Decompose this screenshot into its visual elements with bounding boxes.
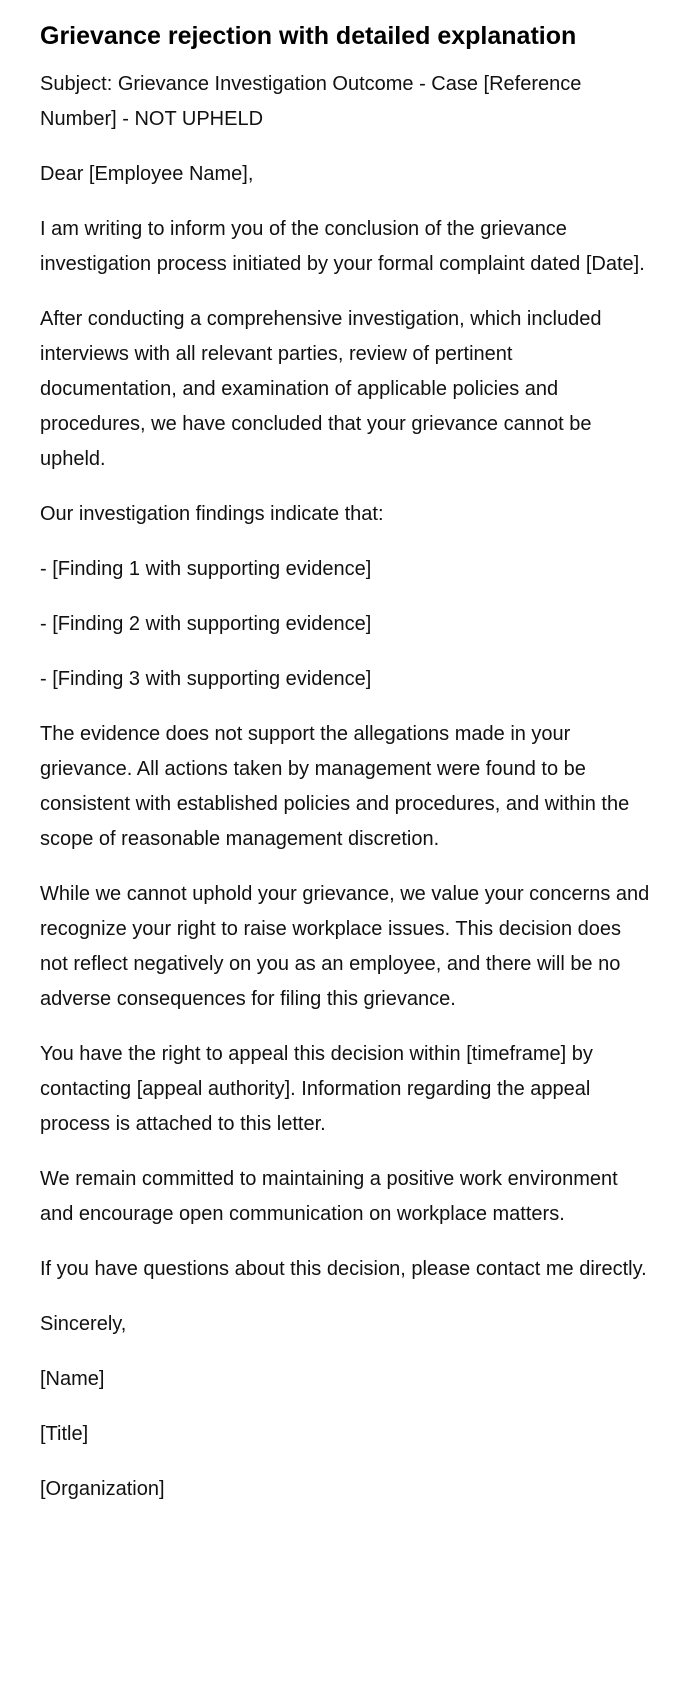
body-paragraph-contact: If you have questions about this decision, please contact me directly. (40, 1257, 647, 1280)
salutation: Dear [Employee Name], (40, 162, 254, 185)
body-paragraph-commitment: We remain committed to maintaining a positive work environment and encourage open communication on workplace matters. (40, 1167, 618, 1225)
body-paragraph-reassurance: While we cannot uphold your grievance, we value your concerns and recognize your right to raise workplace issues. This decision does not reflect negatively on you as an employee, and there will be no adverse consequences for filing this grievance. (40, 882, 650, 1010)
body-paragraph-appeal: You have the right to appeal this decision within [timeframe] by contacting [appeal authority]. Information regarding the appeal process is attached to this letter. (40, 1042, 593, 1135)
findings-intro: Our investigation findings indicate that: (40, 502, 384, 525)
signature-title: [Title] (40, 1422, 89, 1445)
signature-organization: [Organization] (40, 1477, 165, 1500)
finding-item-1: - [Finding 1 with supporting evidence] (40, 557, 372, 580)
body-paragraph-investigation: After conducting a comprehensive investigation, which included interviews with all relevant parties, review of pertinent documentation, and examination of applicable policies and procedures, we have concluded that your grievance cannot be upheld. (40, 307, 602, 470)
signature-name: [Name] (40, 1367, 105, 1390)
finding-item-3: - [Finding 3 with supporting evidence] (40, 667, 372, 690)
subject-line: Subject: Grievance Investigation Outcome - Case [Reference Number] - NOT UPHELD (40, 72, 582, 130)
body-paragraph-evidence: The evidence does not support the allegations made in your grievance. All actions taken by management were found to be consistent with established policies and procedures, and within the scope of reasonable management discretion. (40, 722, 630, 850)
closing: Sincerely, (40, 1312, 127, 1335)
body-paragraph-intro: I am writing to inform you of the conclusion of the grievance investigation process initiated by your formal complaint dated [Date]. (40, 217, 645, 275)
finding-item-2: - [Finding 2 with supporting evidence] (40, 612, 372, 635)
document-page (40, 20, 650, 1527)
document-title: Grievance rejection with detailed explanation (40, 22, 577, 50)
